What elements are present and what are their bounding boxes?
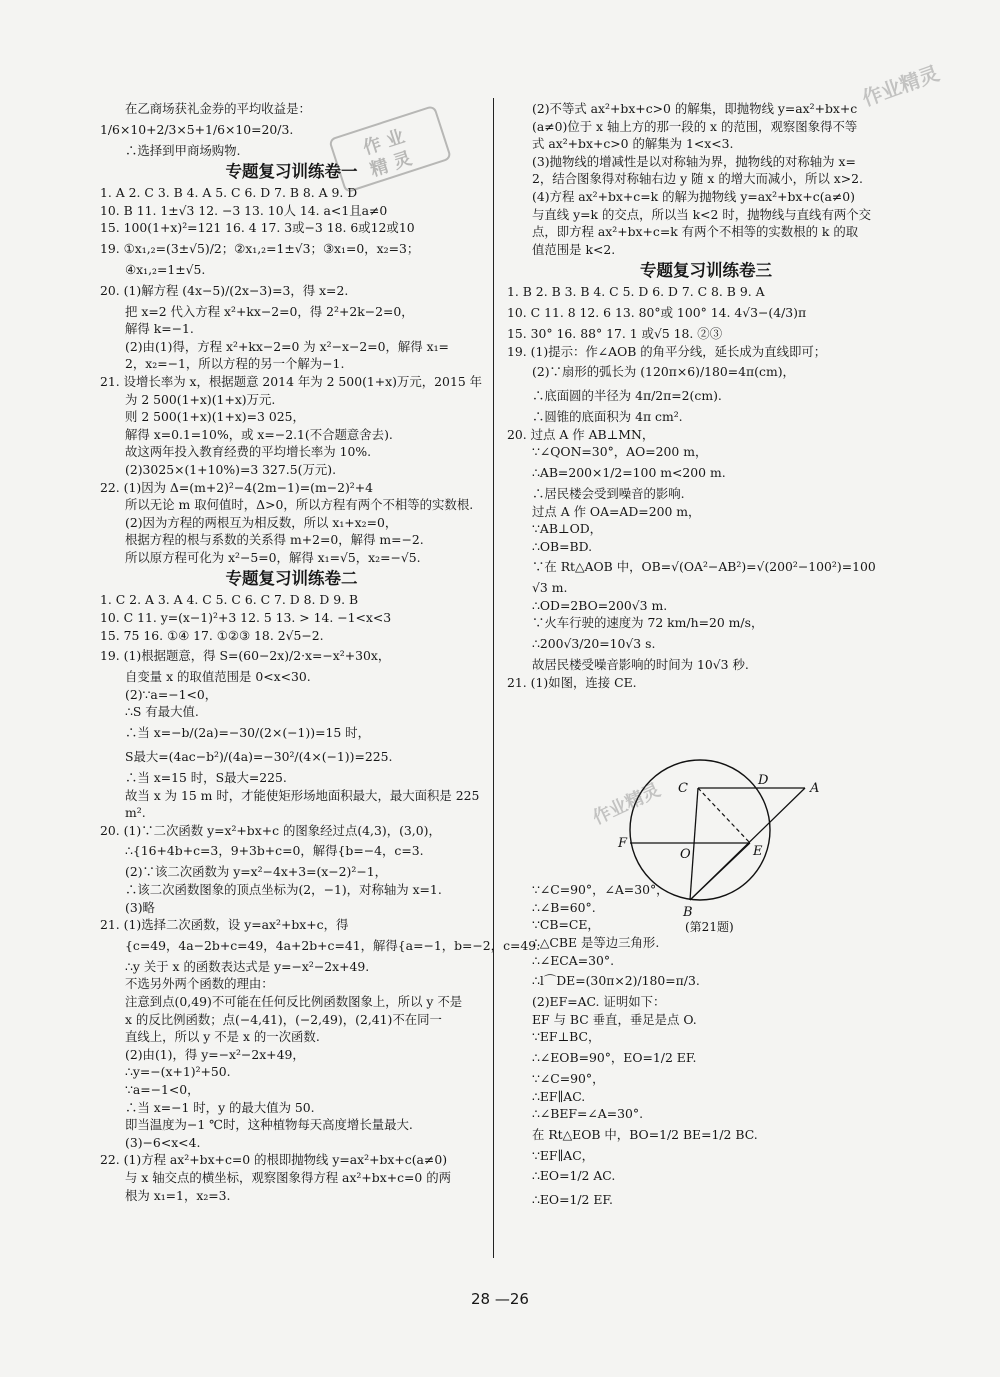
- page-number: 28 —26: [471, 1290, 529, 1308]
- text-line: S最大=(4ac−b²)/(4a)=−30²/(4×(−1))=225.: [125, 749, 393, 765]
- text-line: ∴EO=1/2 AC.: [532, 1168, 616, 1184]
- text-line: ∴EF∥AC.: [532, 1088, 586, 1104]
- text-line: (2)因为方程的两根互为相反数，所以 x₁+x₂=0，: [125, 514, 398, 530]
- text-line: 19. ①x₁,₂=(3±√5)/2；②x₁,₂=1±√3；③x₁=0，x₂=3；: [100, 240, 420, 256]
- text-line: ∵AB⊥OD，: [532, 521, 603, 537]
- line-cb: [690, 788, 698, 900]
- text-line: 20. 过点 A 作 AB⊥MN，: [507, 426, 655, 442]
- watermark-text-figure: 作业精灵: [589, 779, 664, 830]
- section-heading: 专题复习训练卷一: [225, 162, 358, 182]
- text-line: ∴∠B=60°.: [532, 899, 596, 915]
- text-line: (2)∵该二次函数为 y=x²−4x+3=(x−2)²−1，: [125, 864, 388, 880]
- text-line: 1. B 2. B 3. B 4. C 5. D 6. D 7. C 8. B 9. A: [507, 284, 765, 300]
- text-line: ∴选择到甲商场购物.: [125, 142, 241, 158]
- text-line: ∴△CBE 是等边三角形.: [532, 935, 660, 951]
- label-d: D: [758, 773, 769, 788]
- text-line: 即当温度为−1 ℃时，这种植物每天高度增长量最大.: [125, 1117, 413, 1133]
- text-line: ∴居民楼会受到噪音的影响.: [532, 485, 685, 501]
- text-line: (2)不等式 ax²+bx+c>0 的解集，即抛物线 y=ax²+bx+c: [532, 101, 858, 116]
- text-line: ∴S 有最大值.: [125, 704, 199, 720]
- text-line: 22. (1)因为 Δ=(m+2)²−4(2m−1)=(m−2)²+4: [100, 479, 374, 495]
- text-line: 21. (1)如图，连接 CE.: [507, 674, 637, 690]
- text-line: 故这两年投入教育经费的平均增长率为 10%.: [125, 444, 372, 460]
- text-line: 15. 100(1+x)²=121 16. 4 17. 3或−3 18. 6或12或10: [100, 220, 415, 236]
- text-line: 解得 k=−1.: [125, 321, 194, 337]
- text-line: ∴当 x=−b/(2a)=−30/(2×(−1))=15 时，: [125, 725, 370, 741]
- text-line: (4)方程 ax²+bx+c=k 的解为抛物线 y=ax²+bx+c(a≠0): [532, 188, 856, 204]
- text-line: ∴底面圆的半径为 4π/2π=2(cm).: [532, 388, 722, 404]
- text-line: 与直线 y=k 的交点，所以当 k<2 时，抛物线与直线有两个交: [532, 206, 872, 222]
- text-line: ∴当 x=−1 时，y 的最大值为 50.: [125, 1099, 315, 1115]
- text-line: √3 m.: [532, 580, 568, 596]
- text-line: ∵CB=CE，: [532, 917, 600, 933]
- text-line: ∴∠EOB=90°，EO=1/2 EF.: [532, 1050, 697, 1065]
- text-line: (2)3025×(1+10%)=3 327.5(万元).: [125, 461, 337, 477]
- section-heading: 专题复习训练卷三: [640, 261, 772, 281]
- label-b: B: [683, 905, 693, 920]
- text-line: 不选另外两个函数的理由：: [125, 976, 274, 992]
- text-line: ∵∠QON=30°，AO=200 m，: [532, 444, 708, 460]
- text-line: ∴∠BEF=∠A=30°.: [532, 1106, 644, 1122]
- text-line: 10. C 11. y=(x−1)²+3 12. 5 13. > 14. −1<x<3: [100, 610, 392, 626]
- text-line: 15. 30° 16. 88° 17. 1 或√5 18. ②③: [507, 325, 723, 341]
- text-line: 自变量 x 的取值范围是 0<x<30.: [125, 669, 311, 685]
- text-line: (3)略: [125, 899, 155, 915]
- right-column: [507, 100, 905, 1212]
- text-line: ∴{16+4b+c=3，9+3b+c=0，解得{b=−4，c=3.: [125, 843, 424, 859]
- text-line: 1/6×10+2/3×5+1/6×10=20/3.: [100, 121, 294, 137]
- text-line: ∴l⌒DE=(30π×2)/180=π/3.: [532, 973, 700, 989]
- text-line: (3)抛物线的增减性是以对称轴为界，抛物线的对称轴为 x=: [532, 153, 856, 169]
- text-line: 故居民楼受噪音影响的时间为 10√3 秒.: [532, 657, 749, 673]
- text-line: 所以原方程可化为 x²−5=0，解得 x₁=√5，x₂=−√5.: [125, 549, 421, 565]
- text-line: ∴OD=2BO=200√3 m.: [532, 597, 668, 613]
- text-line: 21. (1)选择二次函数，设 y=ax²+bx+c，得: [100, 917, 349, 933]
- text-line: 22. (1)方程 ax²+bx+c=0 的根即抛物线 y=ax²+bx+c(a≠0): [100, 1152, 448, 1168]
- text-line: 过点 A 作 OA=AD=200 m，: [532, 503, 701, 519]
- text-line: 根为 x₁=1，x₂=3.: [125, 1187, 231, 1203]
- text-line: ∴OB=BD.: [532, 538, 593, 554]
- text-line: (a≠0)位于 x 轴上方的那一段的 x 的范围，观察图象得不等: [532, 118, 858, 134]
- circle: [630, 760, 770, 900]
- stamp-line1: 作 业: [360, 126, 408, 160]
- text-line: (2)EF=AC. 证明如下：: [532, 994, 666, 1010]
- stamp-line2: 精 灵: [367, 148, 415, 182]
- text-line: ∴当 x=15 时，S最大=225.: [125, 770, 287, 786]
- text-line: 所以无论 m 取何值时，Δ>0，所以方程有两个不相等的实数根.: [125, 497, 474, 513]
- text-line: 注意到点(0,49)不可能在任何反比例函数图象上，所以 y 不是: [125, 993, 463, 1009]
- geometry-figure: [590, 748, 830, 933]
- label-f: F: [618, 836, 628, 851]
- text-line: 点，即方程 ax²+bx+c=k 有两个不相等的实数根的 k 的取: [532, 224, 859, 240]
- text-line: 与 x 轴交点的横坐标，观察图象得方程 ax²+bx+c=0 的两: [125, 1169, 452, 1185]
- text-line: 根据方程的根与系数的关系得 m+2=0，解得 m=−2.: [125, 532, 424, 548]
- text-line: 则 2 500(1+x)(1+x)=3 025，: [125, 409, 305, 425]
- text-line: 解得 x=0.1=10%，或 x=−2.1(不合题意舍去).: [125, 426, 393, 442]
- left-column: [100, 100, 541, 1204]
- text-line: 20. (1)∵二次函数 y=x²+bx+c 的图象经过点(4,3)，(3,0)，: [100, 822, 441, 838]
- text-line: ∵a=−1<0，: [125, 1081, 200, 1097]
- text-line: ∵∠C=90°，: [532, 1071, 605, 1086]
- label-o: O: [680, 847, 691, 862]
- text-line: ∴EO=1/2 EF.: [532, 1192, 613, 1208]
- figure-caption: (第21题): [685, 920, 734, 933]
- text-line: 2，结合图象得对称轴右边 y 随 x 的增大而减小，所以 x>2.: [532, 171, 863, 187]
- text-line: 19. (1)根据题意，得 S=(60−2x)/2·x=−x²+30x，: [100, 648, 391, 664]
- text-line: 10. B 11. 1±√3 12. −3 13. 10人 14. a<1且a≠0: [100, 202, 388, 218]
- text-line: ∴y 关于 x 的函数表达式是 y=−x²−2x+49.: [125, 958, 370, 974]
- text-line: 21. 设增长率为 x，根据题意 2014 年为 2 500(1+x)万元，2015 年: [100, 373, 483, 389]
- watermark-stamp: [305, 100, 490, 195]
- text-line: ∵EF⊥BC，: [532, 1029, 601, 1045]
- text-line: 在 Rt△EOB 中，BO=1/2 BE=1/2 BC.: [532, 1126, 758, 1142]
- text-line: x 的反比例函数；点(−4,41)，(−2,49)，(2,41)不在同一: [125, 1011, 442, 1027]
- text-line: ∵EF∥AC，: [532, 1147, 595, 1163]
- text-line: 2，x₂=−1，所以方程的另一个解为−1.: [125, 356, 345, 372]
- text-line: ∵在 Rt△AOB 中，OB=√(OA²−AB²)=√(200²−100²)=100: [532, 559, 876, 575]
- text-line: ∵火车行驶的速度为 72 km/h=20 m/s，: [532, 615, 764, 631]
- text-line: 把 x=2 代入方程 x²+kx−2=0，得 2²+2k−2=0，: [125, 303, 414, 319]
- text-line: ∴该二次函数图象的顶点坐标为(2，−1)，对称轴为 x=1.: [125, 882, 442, 897]
- line-ce-dashed: [698, 788, 750, 843]
- text-line: {c=49，4a−2b+c=49，4a+2b+c=41，解得{a=−1，b=−2，c=49.: [125, 937, 541, 953]
- watermark-text-top: 作业精灵: [858, 60, 943, 111]
- text-line: 19. (1)提示：作∠AOB 的角平分线，延长成为直线即可；: [507, 343, 827, 359]
- section-heading: 专题复习训练卷二: [225, 569, 358, 589]
- text-line: 在乙商场获礼金券的平均收益是：: [125, 101, 311, 116]
- text-line: 值范围是 k<2.: [532, 241, 616, 257]
- column-divider: [493, 98, 494, 1258]
- text-line: 1. A 2. C 3. B 4. A 5. C 6. D 7. B 8. A 9. D: [100, 185, 358, 201]
- text-line: m².: [125, 805, 146, 821]
- text-line: ∴∠ECA=30°.: [532, 952, 615, 968]
- text-line: 故当 x 为 15 m 时，才能使矩形场地面积最大，最大面积是 225: [125, 787, 480, 803]
- text-line: ∵∠C=90°，∠A=30°，: [532, 882, 669, 898]
- text-line: (2)∵a=−1<0，: [125, 686, 218, 702]
- label-c: C: [678, 781, 688, 796]
- text-line: 1. C 2. A 3. A 4. C 5. C 6. C 7. D 8. D 9. B: [100, 592, 359, 608]
- text-line: 15. 75 16. ①④ 17. ①②③ 18. 2√5−2.: [100, 627, 324, 643]
- label-e: E: [753, 844, 763, 859]
- text-line: ∴圆锥的底面积为 4π cm².: [532, 409, 683, 425]
- text-line: 10. C 11. 8 12. 6 13. 80°或 100° 14. 4√3−(4/3)π: [507, 304, 807, 320]
- text-line: (2)∵扇形的弧长为 (120π×6)/180=4π(cm)，: [532, 364, 795, 380]
- text-line: ∴AB=200×1/2=100 m<200 m.: [532, 464, 726, 480]
- text-line: EF 与 BC 垂直，垂足是点 O.: [532, 1011, 697, 1027]
- line-eb: [690, 843, 750, 900]
- text-line: 式 ax²+bx+c>0 的解集为 1<x<3.: [532, 136, 734, 152]
- label-a: A: [810, 781, 820, 796]
- text-line: (2)由(1)得，方程 x²+kx−2=0 为 x²−x−2=0，解得 x₁=: [125, 338, 449, 354]
- text-line: 20. (1)解方程 (4x−5)/(2x−3)=3，得 x=2.: [100, 282, 349, 298]
- text-line: (3)−6<x<4.: [125, 1134, 201, 1150]
- text-line: 为 2 500(1+x)(1+x)万元.: [125, 391, 276, 407]
- text-line: (2)由(1)，得 y=−x²−2x+49，: [125, 1046, 305, 1062]
- text-line: ∴y=−(x+1)²+50.: [125, 1064, 231, 1080]
- text-line: ∴200√3/20=10√3 s.: [532, 636, 656, 652]
- text-line: 直线上，所以 y 不是 x 的一次函数.: [125, 1029, 320, 1045]
- text-line: ④x₁,₂=1±√5.: [125, 261, 206, 277]
